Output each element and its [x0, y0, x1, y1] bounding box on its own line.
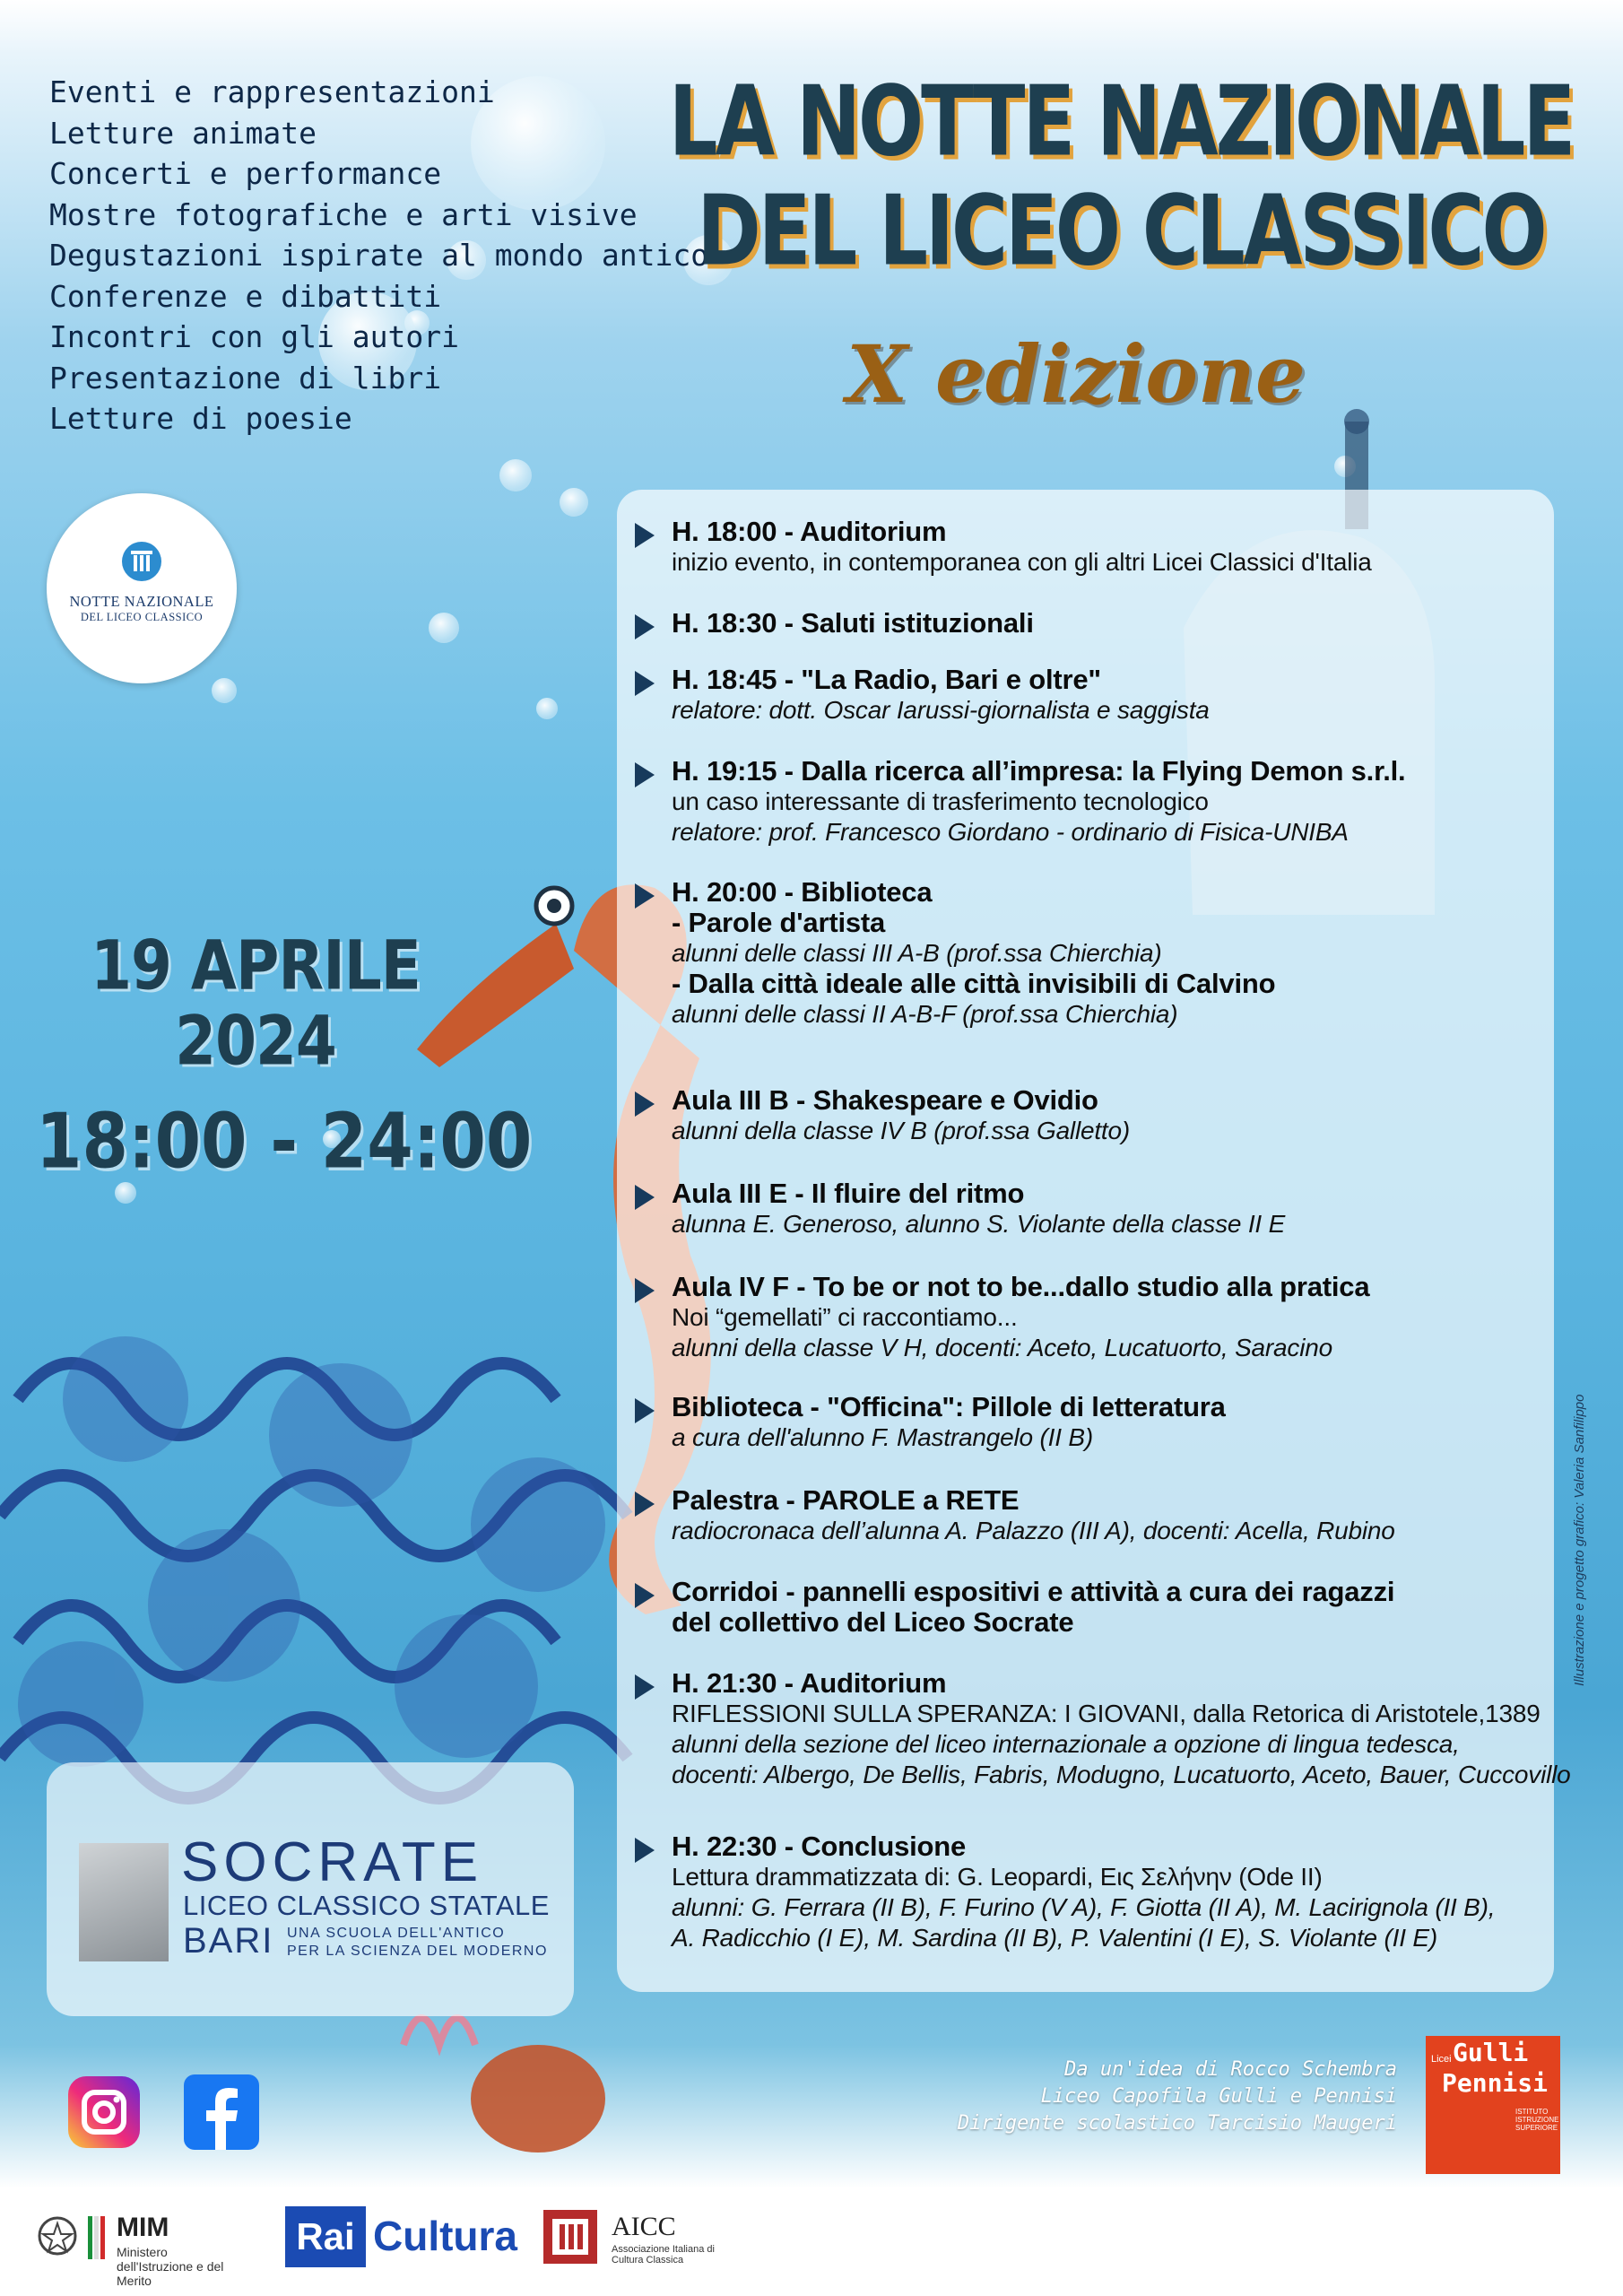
- triangle-right-icon: [635, 762, 655, 787]
- edition-subtitle: X edizione: [846, 327, 1306, 421]
- program-heading: Biblioteca - "Officina": Pillole di letteratura: [672, 1391, 1226, 1422]
- gulli-logo-licei: Licei: [1431, 2054, 1452, 2065]
- notte-logo-line-2: DEL LICEO CLASSICO: [80, 611, 204, 623]
- socrates-bust-image: [79, 1843, 169, 1961]
- program-heading: H. 18:00 - Auditorium: [672, 516, 947, 547]
- program-heading: Corridoi - pannelli espositivi e attività a cura dei ragazzi: [672, 1576, 1395, 1607]
- notte-nazionale-logo: [47, 493, 237, 683]
- socrate-tagline-2: PER LA SCIENZA DEL MODERNO: [287, 1944, 548, 1959]
- socrate-logo-box: [47, 1762, 574, 2016]
- triangle-right-icon: [635, 671, 655, 696]
- activity-item: Presentazione di libri: [49, 360, 442, 396]
- triangle-right-icon: [635, 1398, 655, 1423]
- program-heading: H. 21:30 - Auditorium: [672, 1667, 947, 1699]
- program-detail: alunna E. Generoso, alunno S. Violante della classe II E: [672, 1210, 1286, 1238]
- program-detail: un caso interessante di trasferimento tecnologico: [672, 787, 1209, 815]
- socrate-city: BARI: [183, 1921, 274, 1961]
- program-detail: alunni della sezione del liceo internazionale a opzione di lingua tedesca,: [672, 1730, 1460, 1758]
- program-detail: alunni delle classi II A-B-F (prof.ssa Chierchia): [672, 1000, 1178, 1028]
- program-heading: H. 18:45 - "La Radio, Bari e oltre": [672, 664, 1101, 695]
- facebook-icon[interactable]: [184, 2074, 259, 2150]
- gulli-logo-sub: ISTITUTO ISTRUZIONE SUPERIORE: [1515, 2108, 1559, 2132]
- program-detail: relatore: dott. Oscar Iarussi-giornalista e saggista: [672, 696, 1210, 724]
- instagram-icon[interactable]: [68, 2076, 140, 2148]
- mim-subtitle: Ministero dell'Istruzione e del Merito: [117, 2245, 224, 2288]
- triangle-right-icon: [635, 1838, 655, 1863]
- illustration-credit: Illustrazione e progetto grafico: Valeria Sanfilippo: [1572, 1394, 1587, 1686]
- title-block: [646, 67, 1596, 286]
- program-heading: H. 20:00 - Biblioteca: [672, 876, 933, 908]
- activity-item: Degustazioni ispirate al mondo antico: [49, 238, 709, 273]
- program-detail: alunni delle classi III A-B (prof.ssa Chierchia): [672, 939, 1162, 967]
- activity-item: Mostre fotografiche e arti visive: [49, 196, 638, 232]
- program-detail: alunni: G. Ferrara (II B), F. Furino (V A), F. Giotta (II A), M. Lacirignola (II B),: [672, 1893, 1496, 1921]
- program-heading: Aula III B - Shakespeare e Ovidio: [672, 1084, 1098, 1116]
- program-detail: alunni della classe V H, docenti: Aceto, Lucatuorto, Saracino: [672, 1334, 1332, 1361]
- event-date: [36, 926, 533, 1187]
- credit-line: Da un'idea di Rocco Schembra: [1064, 2058, 1397, 2081]
- gulli-logo-gulli: Gulli: [1453, 2038, 1529, 2067]
- credits: [958, 2057, 1397, 2137]
- program-detail: del collettivo del Liceo Socrate: [672, 1606, 1074, 1638]
- italy-emblem-icon: [38, 2209, 109, 2266]
- activity-item: Conferenze e dibattiti: [49, 278, 442, 314]
- program-detail: RIFLESSIONI SULLA SPERANZA: I GIOVANI, dalla Retorica di Aristotele,1389: [672, 1700, 1541, 1727]
- mim-logo: [38, 2209, 224, 2288]
- gulli-logo-pennisi: Pennisi: [1442, 2068, 1549, 2098]
- credit-line: Liceo Capofila Gulli e Pennisi: [1040, 2085, 1397, 2108]
- program-detail: alunni della classe IV B (prof.ssa Galletto): [672, 1117, 1131, 1144]
- aicc-subtitle: Associazione Italiana di Cultura Classica: [612, 2244, 715, 2266]
- mim-title: MIM: [117, 2213, 169, 2242]
- program-detail: a cura dell'alunno F. Mastrangelo (II B): [672, 1423, 1093, 1451]
- program-detail: Noi “gemellati” ci raccontiamo...: [672, 1303, 1018, 1331]
- aicc-title: AICC: [612, 2212, 676, 2241]
- program-heading: H. 18:30 - Saluti istituzionali: [672, 607, 1034, 639]
- program-detail: Lettura drammatizzata di: G. Leopardi, Εις Σελήνην (Ode II): [672, 1863, 1323, 1891]
- notte-logo-line-1: NOTTE NAZIONALE: [69, 593, 214, 610]
- program-detail: A. Radicchio (I E), M. Sardina (II B), P. Valentini (I E), S. Violante (II E): [672, 1924, 1437, 1952]
- rai-cultura-text: Cultura: [373, 2213, 517, 2259]
- program-heading: H. 19:15 - Dalla ricerca all’impresa: la Flying Demon s.r.l.: [672, 755, 1406, 787]
- triangle-right-icon: [635, 614, 655, 639]
- footer-bar: [0, 2188, 1623, 2296]
- activities-list: [49, 72, 708, 439]
- program-heading: Aula IV F - To be or not to be...dallo studio alla pratica: [672, 1271, 1370, 1302]
- socrate-subtitle: LICEO CLASSICO STATALE: [183, 1890, 550, 1921]
- activity-item: Concerti e performance: [49, 156, 442, 191]
- activity-item: Letture di poesie: [49, 401, 352, 436]
- triangle-right-icon: [635, 1278, 655, 1303]
- program-detail: inizio evento, in contemporanea con gli altri Licei Classici d'Italia: [672, 548, 1372, 576]
- triangle-right-icon: [635, 1185, 655, 1210]
- program-detail: relatore: prof. Francesco Giordano - ordinario di Fisica-UNIBA: [672, 818, 1349, 846]
- program-detail: - Dalla città ideale alle città invisibili di Calvino: [672, 968, 1276, 999]
- triangle-right-icon: [635, 1583, 655, 1608]
- triangle-right-icon: [635, 1091, 655, 1117]
- program-heading: Aula III E - Il fluire del ritmo: [672, 1178, 1025, 1209]
- activity-item: Incontri con gli autori: [49, 319, 459, 354]
- activity-item: Eventi e rappresentazioni: [49, 74, 495, 109]
- title-line-1: LA NOTTE NAZIONALE: [668, 65, 1574, 178]
- columns-icon: [47, 540, 237, 587]
- triangle-right-icon: [635, 883, 655, 909]
- title-line-2: DEL LICEO CLASSICO: [697, 175, 1545, 288]
- aicc-emblem-icon: [538, 2205, 603, 2269]
- gulli-pennisi-logo: [1426, 2036, 1560, 2174]
- program-panel: [617, 490, 1571, 1992]
- date-day: 19 APRILE: [91, 926, 421, 1005]
- aicc-logo: [538, 2205, 715, 2274]
- triangle-right-icon: [635, 1674, 655, 1700]
- rai-box: Rai: [285, 2206, 366, 2267]
- program-detail: radiocronaca dell’alunna A. Palazzo (III A), docenti: Acella, Rubino: [672, 1517, 1395, 1544]
- socrate-tagline-1: UNA SCUOLA DELL'ANTICO: [287, 1926, 506, 1941]
- activity-item: Letture animate: [49, 115, 317, 151]
- program-heading: H. 22:30 - Conclusione: [672, 1831, 967, 1862]
- triangle-right-icon: [635, 1492, 655, 1517]
- date-time: 18:00 - 24:00: [36, 1097, 533, 1187]
- date-year: 2024: [175, 1001, 336, 1081]
- socrate-name: SOCRATE: [181, 1831, 484, 1893]
- program-detail: - Parole d'artista: [672, 907, 886, 938]
- triangle-right-icon: [635, 523, 655, 548]
- program-heading: Palestra - PAROLE a RETE: [672, 1484, 1020, 1516]
- credit-line: Dirigente scolastico Tarcisio Maugeri: [957, 2112, 1397, 2135]
- program-detail: docenti: Albergo, De Bellis, Fabris, Modugno, Lucatuorto, Aceto, Bauer, Cuccovillo: [672, 1761, 1571, 1788]
